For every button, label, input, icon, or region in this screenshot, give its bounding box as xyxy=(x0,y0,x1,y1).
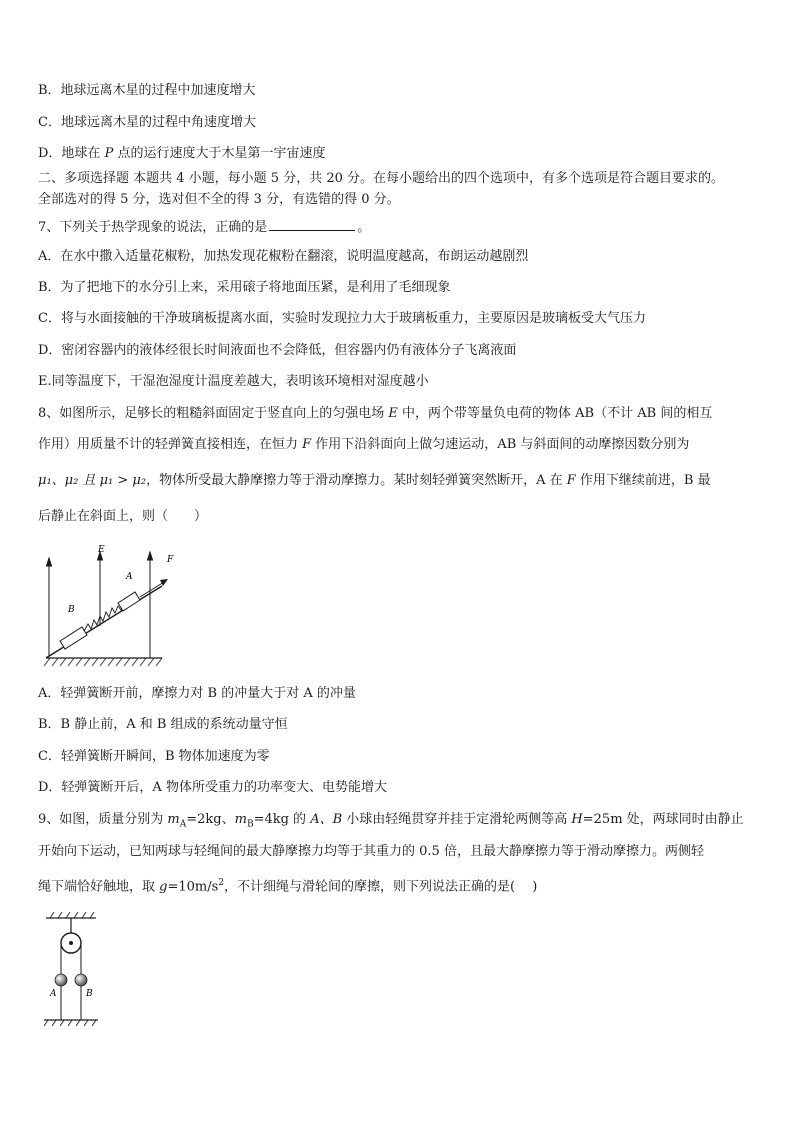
q9-stem-line3: 绳下端恰好触地，取 $g=10m/s^2$，不计细绳与滑轮间的摩擦，则下列说法正确的是( ) xyxy=(38,878,538,895)
q6-option-d: D．地球在 P 点的运行速度大于木星第一宇宙速度 xyxy=(38,146,326,161)
q7-option-e: E.同等温度下，干湿泡湿度计温度差越大，表明该环境相对湿度越小 xyxy=(38,374,429,389)
q8-stem-line4: 后静止在斜面上，则（ ） xyxy=(38,509,208,524)
section2-heading-line2: 全部选对的得 5 分，选对但不全的得 3 分，有选错的得 0 分。 xyxy=(38,192,400,207)
q7-stem: 7、下列关于热学现象的说法，正确的是 。 xyxy=(38,220,371,235)
q6-option-c: C．地球远离木星的过程中角速度增大 xyxy=(38,115,256,130)
q7-option-c: C．将与水面接触的干净玻璃板提离水面，实验时发现拉力大于玻璃板重力，主要原因是玻璃板受大气压力 xyxy=(38,311,646,326)
q8-stem-line3: μ₁、μ₂ 且 μ₁ > μ₂，物体所受最大静摩擦力等于滑动摩擦力。某时刻轻弹簧突然断开，A 在 F 作用下继续前进，B 最 xyxy=(38,473,711,488)
q8-option-d: D．轻弹簧断开后，A 物体所受重力的功率变大、电势能增大 xyxy=(38,780,387,795)
label-e: E xyxy=(98,545,105,555)
incline-figure xyxy=(38,540,178,675)
ball-a xyxy=(55,974,67,986)
ball-b xyxy=(75,974,87,986)
q9-stem-line1: 9、如图，质量分别为 $m_A=2kg$、$m_B=4kg$ 的 A、B 小球由轻绳贯穿并挂于定滑轮两侧等高 H=25m 处，两球同时由静止 xyxy=(38,812,744,830)
label-b: B xyxy=(68,605,75,615)
q8-option-b: B．B 静止前，A 和 B 组成的系统动量守恒 xyxy=(38,717,288,732)
answer-blank xyxy=(269,218,355,231)
q8-stem-line2: 作用）用质量不计的轻弹簧直接相连，在恒力 F 作用下沿斜面向上做匀速运动，AB 与斜面间的动摩擦因数分别为 xyxy=(38,437,690,452)
q8-option-a: A．轻弹簧断开前，摩擦力对 B 的冲量大于对 A 的冲量 xyxy=(38,686,356,701)
section2-heading-line1: 二、多项选择题 本题共 4 小题，每小题 5 分，共 20 分。在每小题给出的四个选项中，有多个选项是符合题目要求的。 xyxy=(38,171,725,186)
label-f: F xyxy=(167,555,174,565)
label-a: A xyxy=(126,572,133,582)
q8-option-c: C．轻弹簧断开瞬间，B 物体加速度为零 xyxy=(38,749,270,764)
q7-option-d: D．密闭容器内的液体经很长时间液面也不会降低，但容器内仍有液体分子飞离液面 xyxy=(38,343,517,358)
q8-stem-line1: 8、如图所示，足够长的粗糙斜面固定于竖直向上的匀强电场 E 中，两个带等量负电荷的物体 AB（不计 AB 间的相互 xyxy=(38,406,713,421)
q6-option-b: B．地球远离木星的过程中加速度增大 xyxy=(38,83,256,98)
label-b: B xyxy=(86,989,93,999)
q7-option-a: A．在水中撒入适量花椒粉，加热发现花椒粉在翻滚，说明温度越高，布朗运动越剧烈 xyxy=(38,249,529,264)
q9-stem-line2: 开始向下运动，已知两球与轻绳间的最大静摩擦力均等于其重力的 0.5 倍，且最大静摩擦力等于滑动摩擦力。两侧轻 xyxy=(38,844,704,859)
pulley-figure xyxy=(40,912,102,1027)
label-a: A xyxy=(50,989,57,999)
q7-option-b: B．为了把地下的水分引上来，采用磙子将地面压紧，是利用了毛细现象 xyxy=(38,280,451,295)
